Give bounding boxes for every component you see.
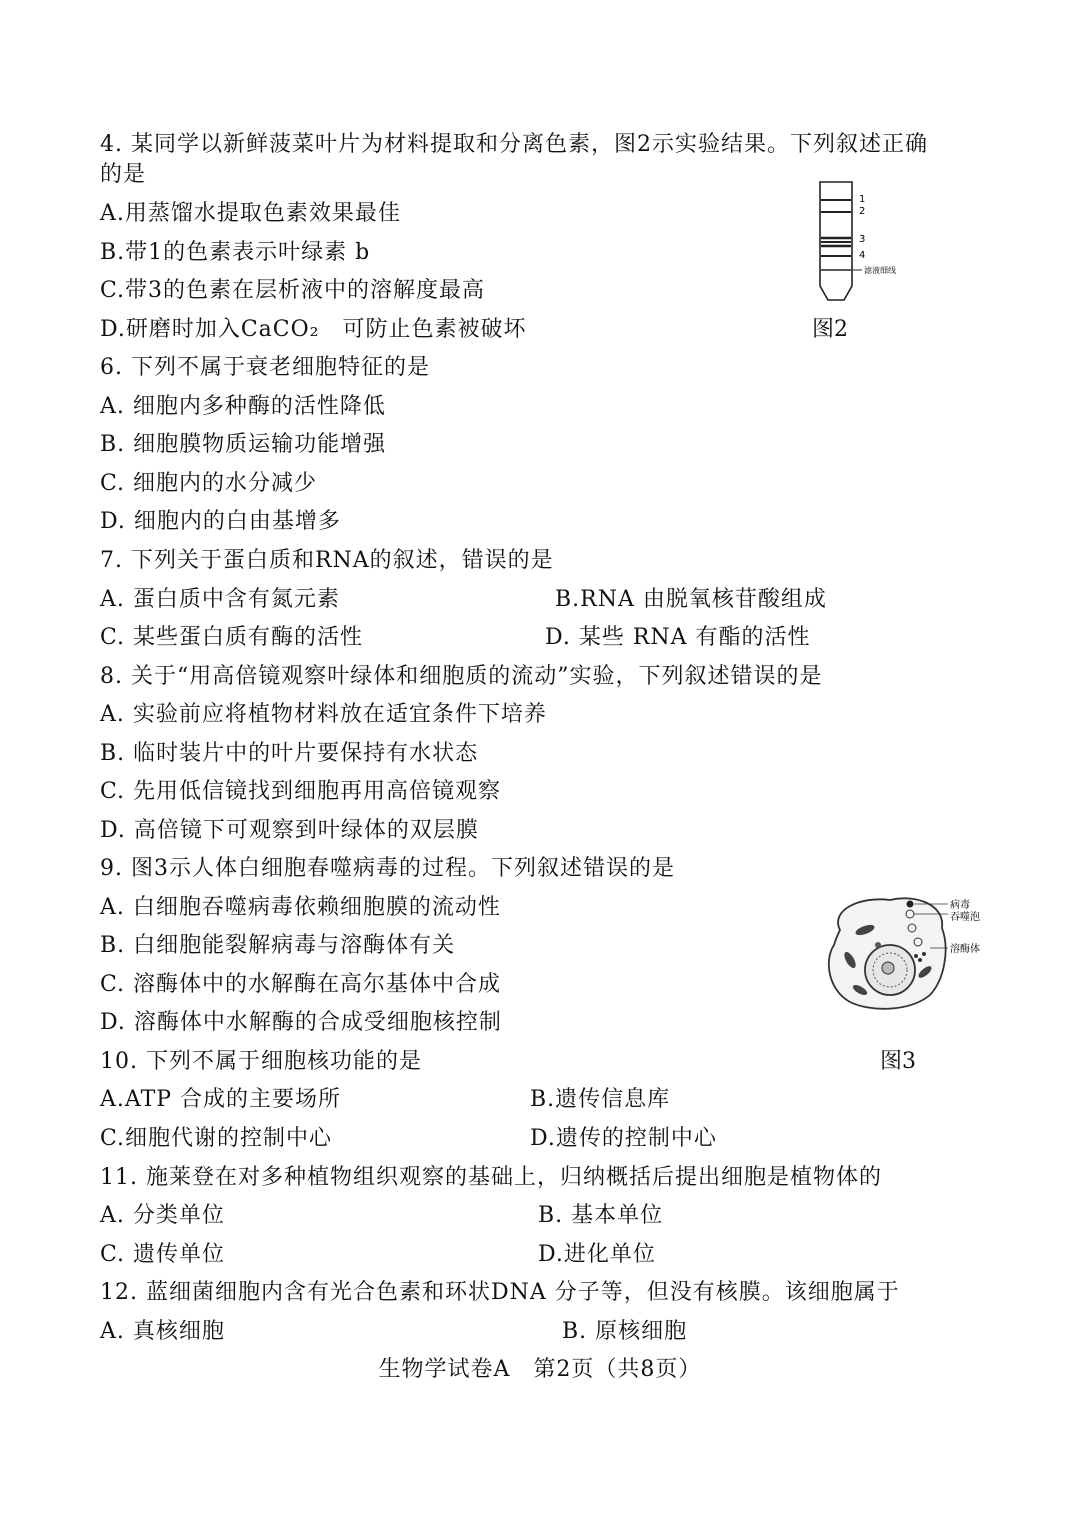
q11-stem: 11. 施莱登在对多种植物组织观察的基础上，归纳概括后提出细胞是植物体的 [100,1165,882,1190]
q8-option-a: A. 实验前应将植物材料放在适宜条件下培养 [100,702,547,727]
q6-option-d: D. 细胞内的白由基增多 [100,509,341,534]
q10-option-b: B.遗传信息库 [530,1087,671,1112]
q4-option-c: C.带3的色素在层析液中的溶解度最高 [100,278,486,303]
page-footer: 生物学试卷A 第2页（共8页） [378,1357,702,1382]
q10-option-c: C.细胞代谢的控制中心 [100,1126,333,1151]
fig2-label-3: 3 [859,234,866,245]
q10-option-a: A.ATP 合成的主要场所 [100,1087,342,1112]
q4-stem-line2: 的是 [100,162,147,187]
q9-stem: 9. 图3示人体白细胞春噬病毒的过程。下列叙述错误的是 [100,856,675,881]
q7-option-b: B.RNA 由脱氧核苷酸组成 [555,587,827,612]
q9-option-c: C. 溶酶体中的水解酶在高尔基体中合成 [100,972,502,997]
q4-option-b: B.带1的色素表示叶绿素 b [100,240,371,265]
q12-option-a: A. 真核细胞 [100,1319,225,1344]
fig3-label-phagosome: 吞噬泡 [950,912,980,923]
q4-option-a: A.用蒸馏水提取色素效果最佳 [100,201,401,226]
fig3-label-virus: 病毒 [950,900,970,911]
q9-option-d: D. 溶酶体中水解酶的合成受细胞核控制 [100,1010,502,1035]
q8-option-b: B. 临时装片中的叶片要保持有水状态 [100,741,479,766]
fig3-label-lysosome: 溶酶体 [950,944,980,955]
q7-option-c: C. 某些蛋白质有酶的活性 [100,625,364,650]
q4-stem-line1: 4. 某同学以新鲜菠菜叶片为材料提取和分离色素，图2示实验结果。下列叙述正确 [100,132,928,157]
figure-3-white-blood-cell [820,890,995,1015]
q10-option-d: D.遗传的控制中心 [530,1126,717,1151]
q12-stem: 12. 蓝细菌细胞内含有光合色素和环状DNA 分子等，但没有核膜。该细胞属于 [100,1280,900,1305]
q7-option-d: D. 某些 RNA 有酯的活性 [545,625,811,650]
q8-option-d: D. 高倍镜下可观察到叶绿体的双层膜 [100,818,479,843]
q6-stem: 6. 下列不属于衰老细胞特征的是 [100,355,430,380]
q11-option-a: A. 分类单位 [100,1203,225,1228]
q7-option-a: A. 蛋白质中含有氮元素 [100,587,340,612]
figure-2-caption: 图2 [812,317,848,342]
fig2-label-line: 滤液细线 [864,266,896,275]
fig2-label-2: 2 [859,206,866,217]
q9-option-b: B. 白细胞能裂解病毒与溶酶体有关 [100,933,456,958]
q6-option-a: A. 细胞内多种酶的活性降低 [100,394,386,419]
q11-option-b: B. 基本单位 [538,1203,664,1228]
q11-option-c: C. 遗传单位 [100,1242,226,1267]
q10-stem: 10. 下列不属于细胞核功能的是 [100,1049,422,1074]
q6-option-c: C. 细胞内的水分减少 [100,471,318,496]
q9-option-a: A. 白细胞吞噬病毒依赖细胞膜的流动性 [100,895,501,920]
fig2-label-1: 1 [859,194,866,205]
q4-option-d: D.研磨时加入CaCO₂ 可防止色素被破坏 [100,317,527,342]
figure-2-chromatography [812,178,922,303]
fig2-label-4: 4 [859,250,866,261]
q8-option-c: C. 先用低信镜找到细胞再用高倍镜观察 [100,779,502,804]
q12-option-b: B. 原核细胞 [562,1319,688,1344]
q11-option-d: D.进化单位 [538,1242,656,1267]
q7-stem: 7. 下列关于蛋白质和RNA的叙述，错误的是 [100,548,554,573]
q6-option-b: B. 细胞膜物质运输功能增强 [100,432,387,457]
figure-3-caption: 图3 [880,1049,916,1074]
q8-stem: 8. 关于“用高倍镜观察叶绿体和细胞质的流动”实验，下列叙述错误的是 [100,664,823,689]
